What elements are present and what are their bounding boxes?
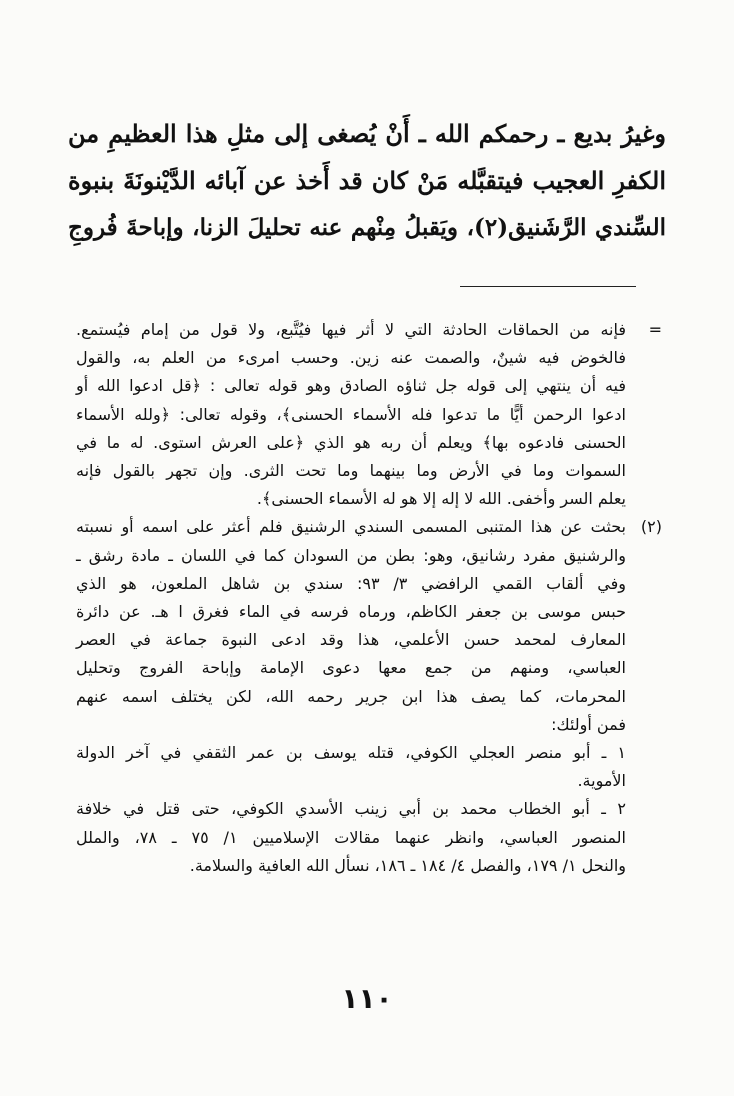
footnote-line: العباسي، ومنهم من جمع معها دعوى الإمامة وإباحة الفروج وتحليل: [76, 658, 626, 678]
main-text-line: السِّندي الرَّشَنيق(٢)، ويَقبلُ مِنْهم عنه تحليلَ الزنا، وإباحةَ فُروجِ: [68, 214, 666, 241]
footnote-line: الأموية.: [577, 771, 626, 791]
footnote-list-item: [76, 795, 626, 880]
footnote-line: فإنه من الحماقات الحادثة التي لا أثر فيها فيُتَّبع، ولا قول من إمام فيُستمع.: [76, 320, 626, 339]
footnote-marker: =: [648, 320, 662, 339]
page-number: ١١٠: [341, 982, 393, 1015]
main-text-line: الكفرِ العجيب فيتقبَّله مَنْ كان قد أَخذ عن آبائه الدَّيْنونَةَ بنبوة: [68, 166, 666, 195]
footnote-line: فيه أن ينتهي إلى قوله جل ثناؤه الصادق وهو قوله تعالى : ﴿قل ادعوا الله أو: [76, 376, 626, 396]
footnote-separator: [460, 286, 636, 287]
footnote-line: يعلم السر وأخفى. الله لا إله إلا هو له الأسماء الحسنى﴾.: [256, 489, 626, 509]
footnote-line: الحسنى فادعوه بها﴾ ويعلم أن ربه هو الذي ﴿على العرش استوى. له ما في: [76, 432, 626, 452]
footnote-line: ١ ـ أبو منصر العجلي الكوفي، قتله يوسف بن عمر الثقفي في آخر الدولة: [76, 743, 626, 763]
main-text: [68, 110, 666, 251]
footnote-continuation: [76, 316, 662, 513]
footnote-line: ٢ ـ أبو الخطاب محمد بن أبي زينب الأسدي الكوفي، حتى قتل في خلافة: [76, 799, 626, 819]
footnote-line: المعارف لمحمد حسن الأعلمي، هذا وقد ادعى النبوة جماعة في العصر: [76, 630, 626, 650]
footnote-line: المنصور العباسي، وانظر عنهما مقالات الإسلاميين ١/ ٧٥ ـ ٧٨، والملل: [76, 827, 626, 847]
footnote-line: فمن أولئك:: [551, 714, 626, 734]
footnote-line: وفي ألقاب القمي الرافضي ٣/ ٩٣: سندي بن شاهل الملعون، هو الذي: [76, 573, 626, 593]
footnote-line: السموات وما في الأرض وما بينهما وما تحت الثرى. وإن تجهر بالقول فإنه: [76, 461, 626, 481]
footnote-line: ادعوا الرحمن أيًّا ما تدعوا فله الأسماء الحسنى﴾، وقوله تعالى: ﴿ولله الأسماء: [76, 404, 626, 424]
footnotes: [76, 316, 662, 880]
footnote-2: [76, 513, 662, 880]
footnote-line: حبس موسى بن جعفر الكاظم، ورماه فرسه في الماء فغرق ا هـ. عن دائرة: [76, 602, 626, 622]
footnote-line: فالخوض فيه شينٌ، والصمت عنه زين. وحسب امرىء من العلم به، والقول: [76, 348, 626, 368]
footnote-line: والنحل ١/ ١٧٩، والفصل ٤/ ١٨٤ ـ ١٨٦، نسأل الله العافية والسلامة.: [189, 855, 626, 875]
footnote-line: المحرمات، كما يصف هذا ابن جرير رحمه الله، لكن يختلف اسمه عنهم: [76, 686, 626, 706]
footnote-list-item: [76, 739, 626, 795]
footnote-line: والرشنيق مفرد رشانيق، وهو: بطن من السودان كما في اللسان ـ مادة رشق ـ: [76, 545, 626, 565]
footnote-marker: (٢): [640, 517, 662, 537]
main-text-line: وغيرُ بديع ـ رحمكم الله ـ أَنْ يُصغى إلى مثلِ هذا العظيمِ من: [68, 119, 666, 148]
footnote-line: بحثت عن هذا المتنبى المسمى السندي الرشنيق فلم أعثر على اسمه أو نسبته: [76, 517, 626, 537]
